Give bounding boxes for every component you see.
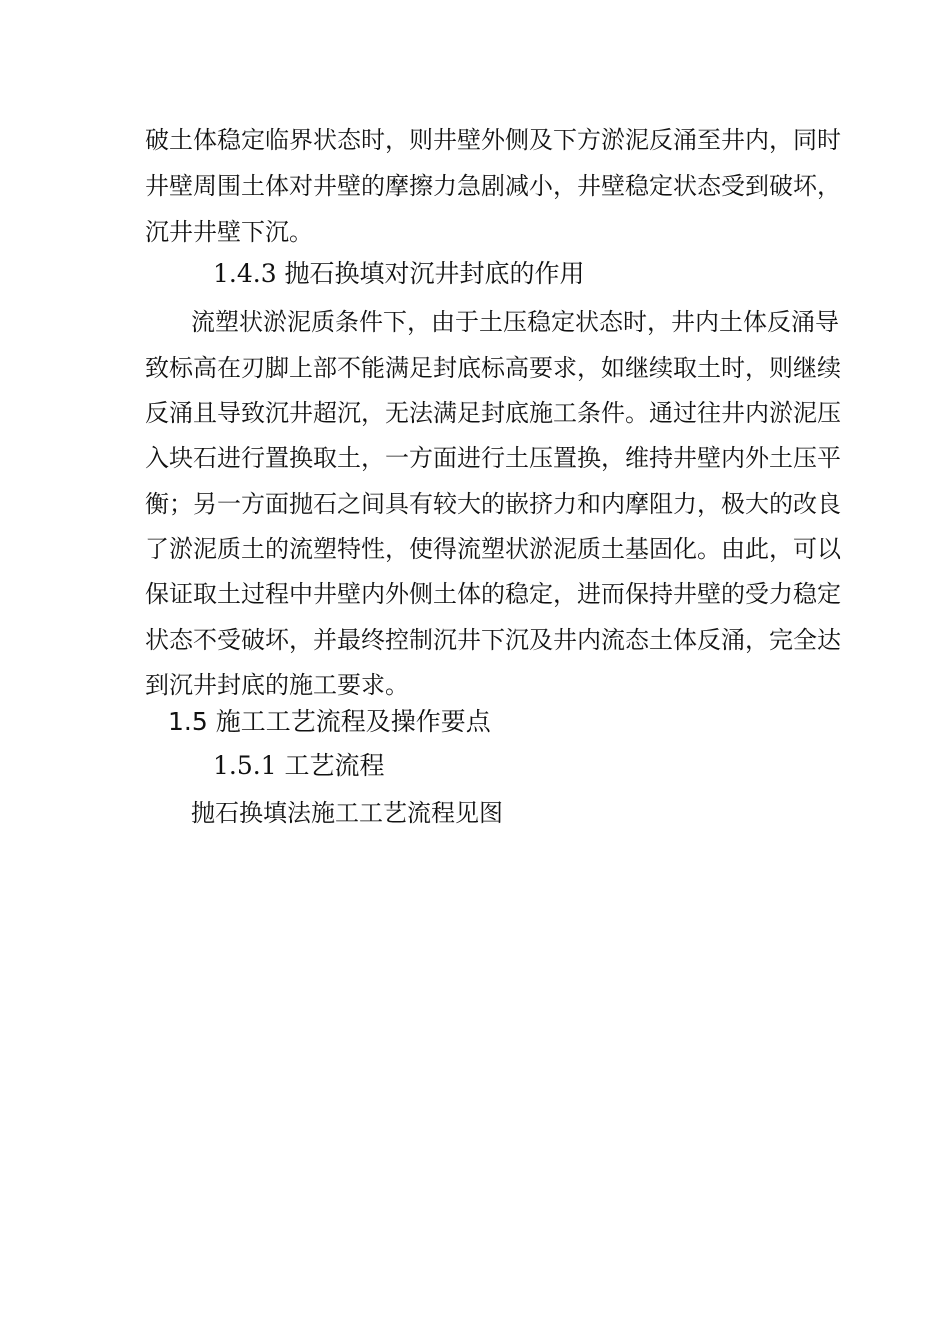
paragraph-line: 保证取土过程中井壁内外侧土体的稳定，进而保持井壁的受力稳定 [145,580,841,608]
paragraph-line: 致标高在刃脚上部不能满足封底标高要求，如继续取土时，则继续 [145,354,841,382]
paragraph-line: 入块石进行置换取土，一方面进行土压置换，维持井壁内外土压平 [145,444,841,472]
paragraph-line: 井壁周围土体对井壁的摩擦力急剧减小，井壁稳定状态受到破坏， [145,172,841,200]
section-heading-1-5: 1.5 施工工艺流程及操作要点 [168,707,491,736]
section-heading-1-4-3: 1.4.3 抛石换填对沉井封底的作用 [213,259,585,288]
paragraph-line: 反涌且导致沉井超沉，无法满足封底施工条件。通过往井内淤泥压 [145,399,841,427]
paragraph-line: 衡；另一方面抛石之间具有较大的嵌挤力和内摩阻力，极大的改良 [145,490,841,518]
paragraph-line: 了淤泥质土的流塑特性，使得流塑状淤泥质土基固化。由此，可以 [145,535,841,563]
section-heading-1-5-1: 1.5.1 工艺流程 [213,751,385,780]
paragraph-line: 到沉井封底的施工要求。 [145,671,409,699]
paragraph-line: 流塑状淤泥质条件下，由于土压稳定状态时，井内土体反涌导 [191,308,839,336]
paragraph-line: 沉井井壁下沉。 [145,218,313,246]
paragraph-line: 破土体稳定临界状态时，则井壁外侧及下方淤泥反涌至井内，同时 [145,126,841,154]
paragraph-line: 状态不受破坏，并最终控制沉井下沉及井内流态土体反涌，完全达 [145,626,841,654]
paragraph-line: 抛石换填法施工工艺流程见图 [191,799,503,827]
